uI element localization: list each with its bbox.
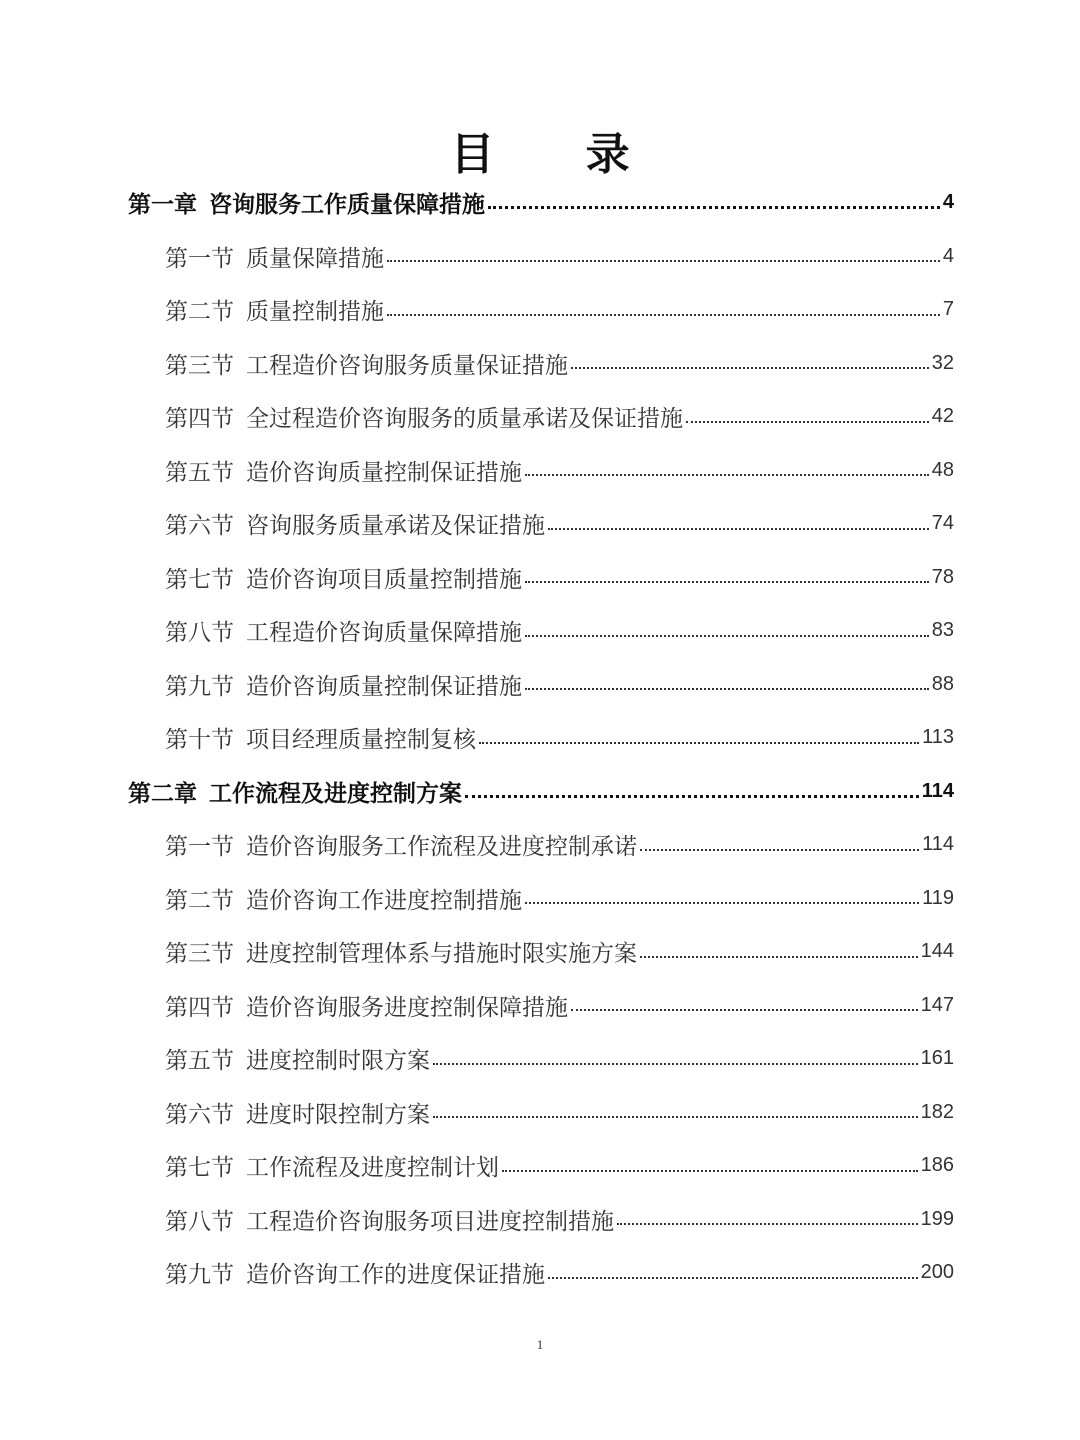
table-of-contents (0, 176, 1080, 1300)
toc-entry-page: 4 (942, 191, 954, 214)
toc-entry-label (165, 1149, 499, 1182)
dot-leader (387, 314, 940, 316)
toc-entry-label (165, 507, 545, 540)
toc-section-entry[interactable] (0, 872, 1080, 926)
toc-entry-title: 进度时限控制方案 (246, 1101, 430, 1128)
toc-section-entry[interactable] (0, 230, 1080, 284)
dot-leader (548, 528, 929, 530)
toc-entry-label (165, 882, 522, 915)
toc-entry-number: 第一章 (128, 191, 197, 219)
dot-leader (548, 1277, 918, 1279)
toc-chapter-entry[interactable] (0, 765, 1080, 819)
toc-entry-page: 200 (920, 1261, 954, 1284)
toc-entry-number: 第二节 (165, 299, 234, 326)
toc-section-entry[interactable] (0, 551, 1080, 605)
toc-entry-label (165, 1042, 430, 1075)
toc-entry-title: 工作流程及进度控制方案 (209, 779, 462, 807)
toc-section-entry[interactable] (0, 283, 1080, 337)
toc-entry-page: 74 (931, 512, 954, 535)
dot-leader (433, 1063, 918, 1065)
toc-entry-title: 造价咨询工作进度控制措施 (246, 887, 522, 914)
toc-entry-number: 第八节 (165, 620, 234, 647)
toc-entry-number: 第一节 (165, 834, 234, 861)
toc-entry-title: 工作流程及进度控制计划 (246, 1155, 499, 1182)
toc-entry-number: 第三节 (165, 352, 234, 379)
toc-entry-page: 114 (922, 833, 954, 856)
toc-entry-page: 83 (931, 619, 954, 642)
toc-entry-label (128, 186, 485, 219)
toc-entry-number: 第六节 (165, 1101, 234, 1128)
toc-entry-title: 造价咨询工作的进度保证措施 (246, 1262, 545, 1289)
toc-entry-title: 造价咨询服务进度控制保障措施 (246, 994, 568, 1021)
dot-leader (525, 581, 929, 583)
toc-entry-page: 88 (931, 672, 954, 695)
toc-entry-number: 第五节 (165, 1048, 234, 1075)
toc-section-entry[interactable] (0, 497, 1080, 551)
toc-section-entry[interactable] (0, 711, 1080, 765)
toc-entry-title: 造价咨询质量控制保证措施 (246, 459, 522, 486)
toc-section-entry[interactable] (0, 444, 1080, 498)
toc-section-entry[interactable] (0, 979, 1080, 1033)
toc-entry-label (165, 347, 568, 380)
toc-section-entry[interactable] (0, 1086, 1080, 1140)
toc-entry-label (165, 1203, 614, 1236)
dot-leader (488, 206, 940, 209)
dot-leader (525, 474, 929, 476)
toc-entry-page: 114 (921, 779, 954, 802)
toc-entry-title: 造价咨询服务工作流程及进度控制承诺 (246, 834, 637, 861)
toc-entry-page: 186 (920, 1154, 954, 1177)
toc-entry-title: 造价咨询项目质量控制措施 (246, 566, 522, 593)
toc-entry-label (165, 454, 522, 487)
toc-entry-number: 第八节 (165, 1208, 234, 1235)
toc-entry-number: 第九节 (165, 673, 234, 700)
dot-leader (571, 367, 929, 369)
toc-entry-title: 项目经理质量控制复核 (246, 727, 476, 754)
toc-entry-number: 第二节 (165, 887, 234, 914)
toc-entry-label (165, 828, 637, 861)
toc-entry-number: 第七节 (165, 566, 234, 593)
dot-leader (525, 688, 929, 690)
dot-leader (502, 1170, 918, 1172)
toc-entry-label (165, 614, 522, 647)
toc-entry-page: 32 (931, 351, 954, 374)
toc-entry-title: 工程造价咨询质量保障措施 (246, 620, 522, 647)
toc-section-entry[interactable] (0, 1032, 1080, 1086)
toc-entry-page: 48 (931, 458, 954, 481)
toc-entry-title: 全过程造价咨询服务的质量承诺及保证措施 (246, 406, 683, 433)
dot-leader (433, 1116, 918, 1118)
toc-entry-title: 进度控制时限方案 (246, 1048, 430, 1075)
toc-entry-number: 第一节 (165, 245, 234, 272)
page-number: 1 (536, 1337, 544, 1352)
toc-entry-title: 工程造价咨询服务项目进度控制措施 (246, 1208, 614, 1235)
toc-entry-number: 第十节 (165, 727, 234, 754)
toc-entry-title: 进度控制管理体系与措施时限实施方案 (246, 941, 637, 968)
dot-leader (387, 260, 940, 262)
toc-entry-number: 第四节 (165, 406, 234, 433)
toc-entry-page: 199 (920, 1207, 954, 1230)
toc-section-entry[interactable] (0, 337, 1080, 391)
toc-entry-title: 质量控制措施 (246, 299, 384, 326)
toc-entry-label (165, 561, 522, 594)
dot-leader (479, 742, 919, 744)
toc-section-entry[interactable] (0, 604, 1080, 658)
toc-entry-number: 第七节 (165, 1155, 234, 1182)
toc-entry-number: 第二章 (128, 779, 197, 807)
toc-chapter-entry[interactable] (0, 176, 1080, 230)
toc-section-entry[interactable] (0, 1139, 1080, 1193)
toc-entry-label (128, 775, 462, 808)
toc-entry-page: 78 (931, 565, 954, 588)
toc-section-entry[interactable] (0, 818, 1080, 872)
toc-entry-label (165, 668, 522, 701)
toc-entry-title: 工程造价咨询服务质量保证措施 (246, 352, 568, 379)
toc-section-entry[interactable] (0, 1246, 1080, 1300)
toc-title: 目 录 (450, 129, 668, 180)
toc-section-entry[interactable] (0, 390, 1080, 444)
toc-entry-label (165, 721, 476, 754)
dot-leader (686, 421, 929, 423)
toc-entry-number: 第九节 (165, 1262, 234, 1289)
toc-entry-label (165, 989, 568, 1022)
toc-entry-number: 第五节 (165, 459, 234, 486)
dot-leader (525, 635, 929, 637)
toc-entry-page: 42 (931, 405, 954, 428)
toc-entry-page: 7 (942, 298, 954, 321)
toc-entry-label (165, 1096, 430, 1129)
toc-entry-page: 182 (920, 1100, 954, 1123)
toc-entry-title: 质量保障措施 (246, 245, 384, 272)
toc-entry-page: 147 (920, 993, 954, 1016)
toc-entry-number: 第三节 (165, 941, 234, 968)
toc-entry-label (165, 400, 683, 433)
dot-leader (640, 849, 919, 851)
toc-entry-label (165, 240, 384, 273)
dot-leader (525, 902, 919, 904)
toc-entry-page: 119 (922, 886, 954, 909)
dot-leader (640, 956, 918, 958)
dot-leader (571, 1009, 918, 1011)
toc-entry-number: 第六节 (165, 513, 234, 540)
toc-entry-page: 161 (920, 1047, 954, 1070)
toc-entry-page: 113 (922, 726, 954, 749)
toc-entry-page: 144 (920, 940, 954, 963)
dot-leader (617, 1223, 918, 1225)
toc-entry-title: 咨询服务质量承诺及保证措施 (246, 513, 545, 540)
toc-section-entry[interactable] (0, 1193, 1080, 1247)
toc-section-entry[interactable] (0, 925, 1080, 979)
toc-entry-page: 4 (942, 244, 954, 267)
toc-entry-title: 咨询服务工作质量保障措施 (209, 191, 485, 219)
toc-entry-title: 造价咨询质量控制保证措施 (246, 673, 522, 700)
toc-entry-label (165, 1256, 545, 1289)
dot-leader (465, 795, 919, 798)
toc-entry-number: 第四节 (165, 994, 234, 1021)
toc-entry-label (165, 935, 637, 968)
toc-section-entry[interactable] (0, 658, 1080, 712)
toc-entry-label (165, 293, 384, 326)
